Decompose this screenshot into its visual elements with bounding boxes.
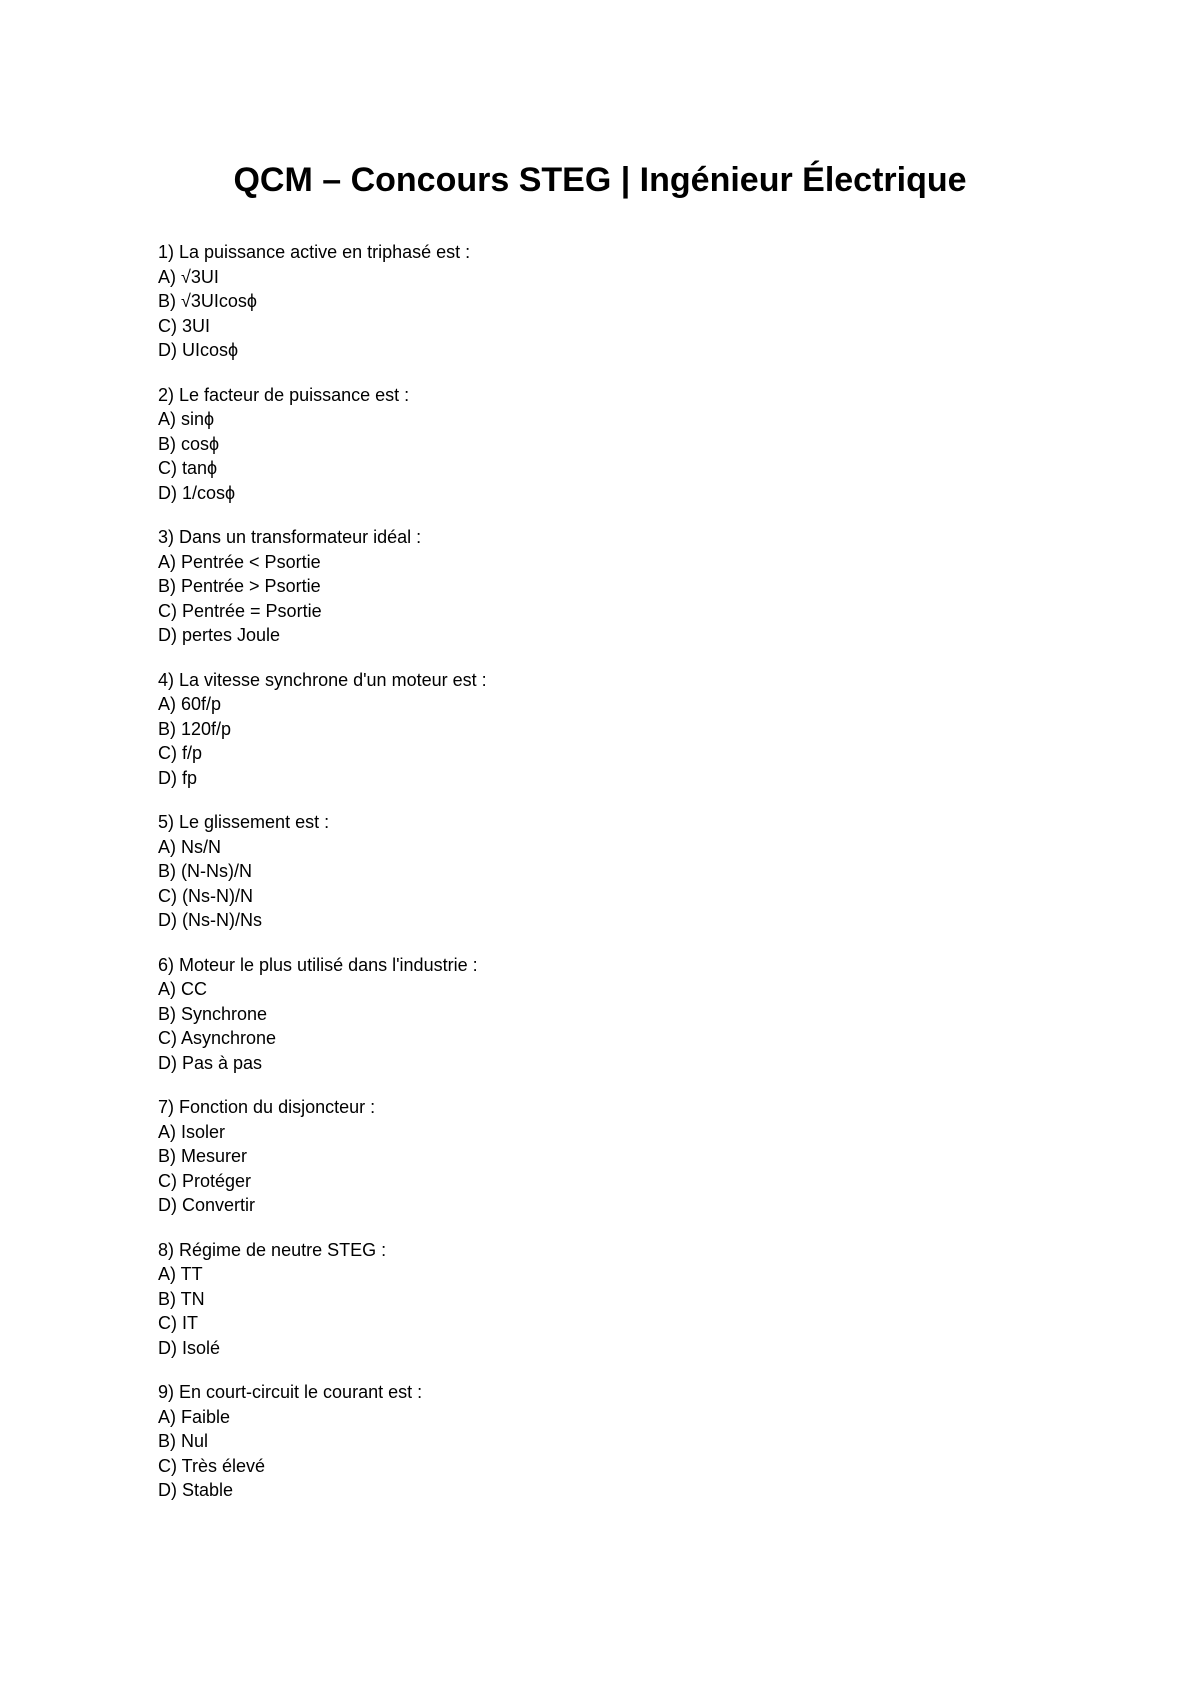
option-b: B) Synchrone xyxy=(158,1003,268,1024)
option-a: A) √3UI xyxy=(158,266,219,287)
option-a: A) CC xyxy=(158,979,207,999)
question-text: 5) Le glissement est : xyxy=(158,812,330,832)
option-d: D) Pas à pas xyxy=(158,1052,263,1073)
question-7 xyxy=(158,1095,1058,1218)
question-5 xyxy=(158,810,1058,933)
question-3 xyxy=(158,525,1058,648)
question-text: 9) En court-circuit le courant est : xyxy=(158,1382,423,1402)
option-b: B) TN xyxy=(158,1288,205,1309)
question-9 xyxy=(158,1380,1058,1503)
option-c: C) Pentrée = Psortie xyxy=(158,600,322,621)
option-b: B) Pentrée > Psortie xyxy=(158,576,321,596)
page-title: QCM – Concours STEG | Ingénieur Électrique xyxy=(233,161,967,199)
question-1 xyxy=(158,240,1058,363)
question-text: 3) Dans un transformateur idéal : xyxy=(158,527,422,547)
option-c: C) f/p xyxy=(158,743,203,763)
question-2 xyxy=(158,383,1058,506)
option-c: C) Protéger xyxy=(158,1170,252,1191)
question-text: 7) Fonction du disjoncteur : xyxy=(158,1097,376,1117)
option-d: D) pertes Joule xyxy=(158,625,281,645)
question-6 xyxy=(158,953,1058,1076)
option-b: B) Nul xyxy=(158,1431,209,1451)
option-a: A) Faible xyxy=(158,1406,231,1427)
option-d: D) UIcosϕ xyxy=(158,340,239,360)
option-a: A) Isoler xyxy=(158,1121,226,1142)
option-b: B) Mesurer xyxy=(158,1146,248,1166)
option-a: A) Pentrée < Psortie xyxy=(158,551,321,572)
option-c: C) tanϕ xyxy=(158,458,218,478)
question-text: 2) Le facteur de puissance est : xyxy=(158,384,410,405)
option-a: A) TT xyxy=(158,1264,203,1284)
option-d: D) fp xyxy=(158,767,198,788)
option-c: C) (Ns-N)/N xyxy=(158,885,253,906)
question-4 xyxy=(158,668,1058,791)
option-c: C) Asynchrone xyxy=(158,1028,277,1048)
option-a: A) sinϕ xyxy=(158,409,215,429)
option-c: C) Très élevé xyxy=(158,1455,266,1476)
question-text: 1) La puissance active en triphasé est : xyxy=(158,242,471,262)
option-b: B) (N-Ns)/N xyxy=(158,861,252,881)
option-a: A) Ns/N xyxy=(158,836,221,857)
option-d: D) Convertir xyxy=(158,1195,256,1215)
question-text: 4) La vitesse synchrone d'un moteur est : xyxy=(158,669,487,690)
question-8 xyxy=(158,1238,1058,1361)
option-c: C) 3UI xyxy=(158,315,211,336)
option-b: B) √3UIcosϕ xyxy=(158,291,257,311)
option-b: B) 120f/p xyxy=(158,718,232,739)
option-b: B) cosϕ xyxy=(158,433,220,454)
option-a: A) 60f/p xyxy=(158,694,222,714)
question-text: 8) Régime de neutre STEG : xyxy=(158,1239,387,1260)
question-list xyxy=(158,240,1058,1523)
option-c: C) IT xyxy=(158,1313,198,1333)
option-d: D) (Ns-N)/Ns xyxy=(158,910,262,930)
question-text: 6) Moteur le plus utilisé dans l'industrie : xyxy=(158,954,478,975)
option-d: D) 1/cosϕ xyxy=(158,482,236,503)
option-d: D) Stable xyxy=(158,1480,234,1500)
option-d: D) Isolé xyxy=(158,1337,221,1358)
